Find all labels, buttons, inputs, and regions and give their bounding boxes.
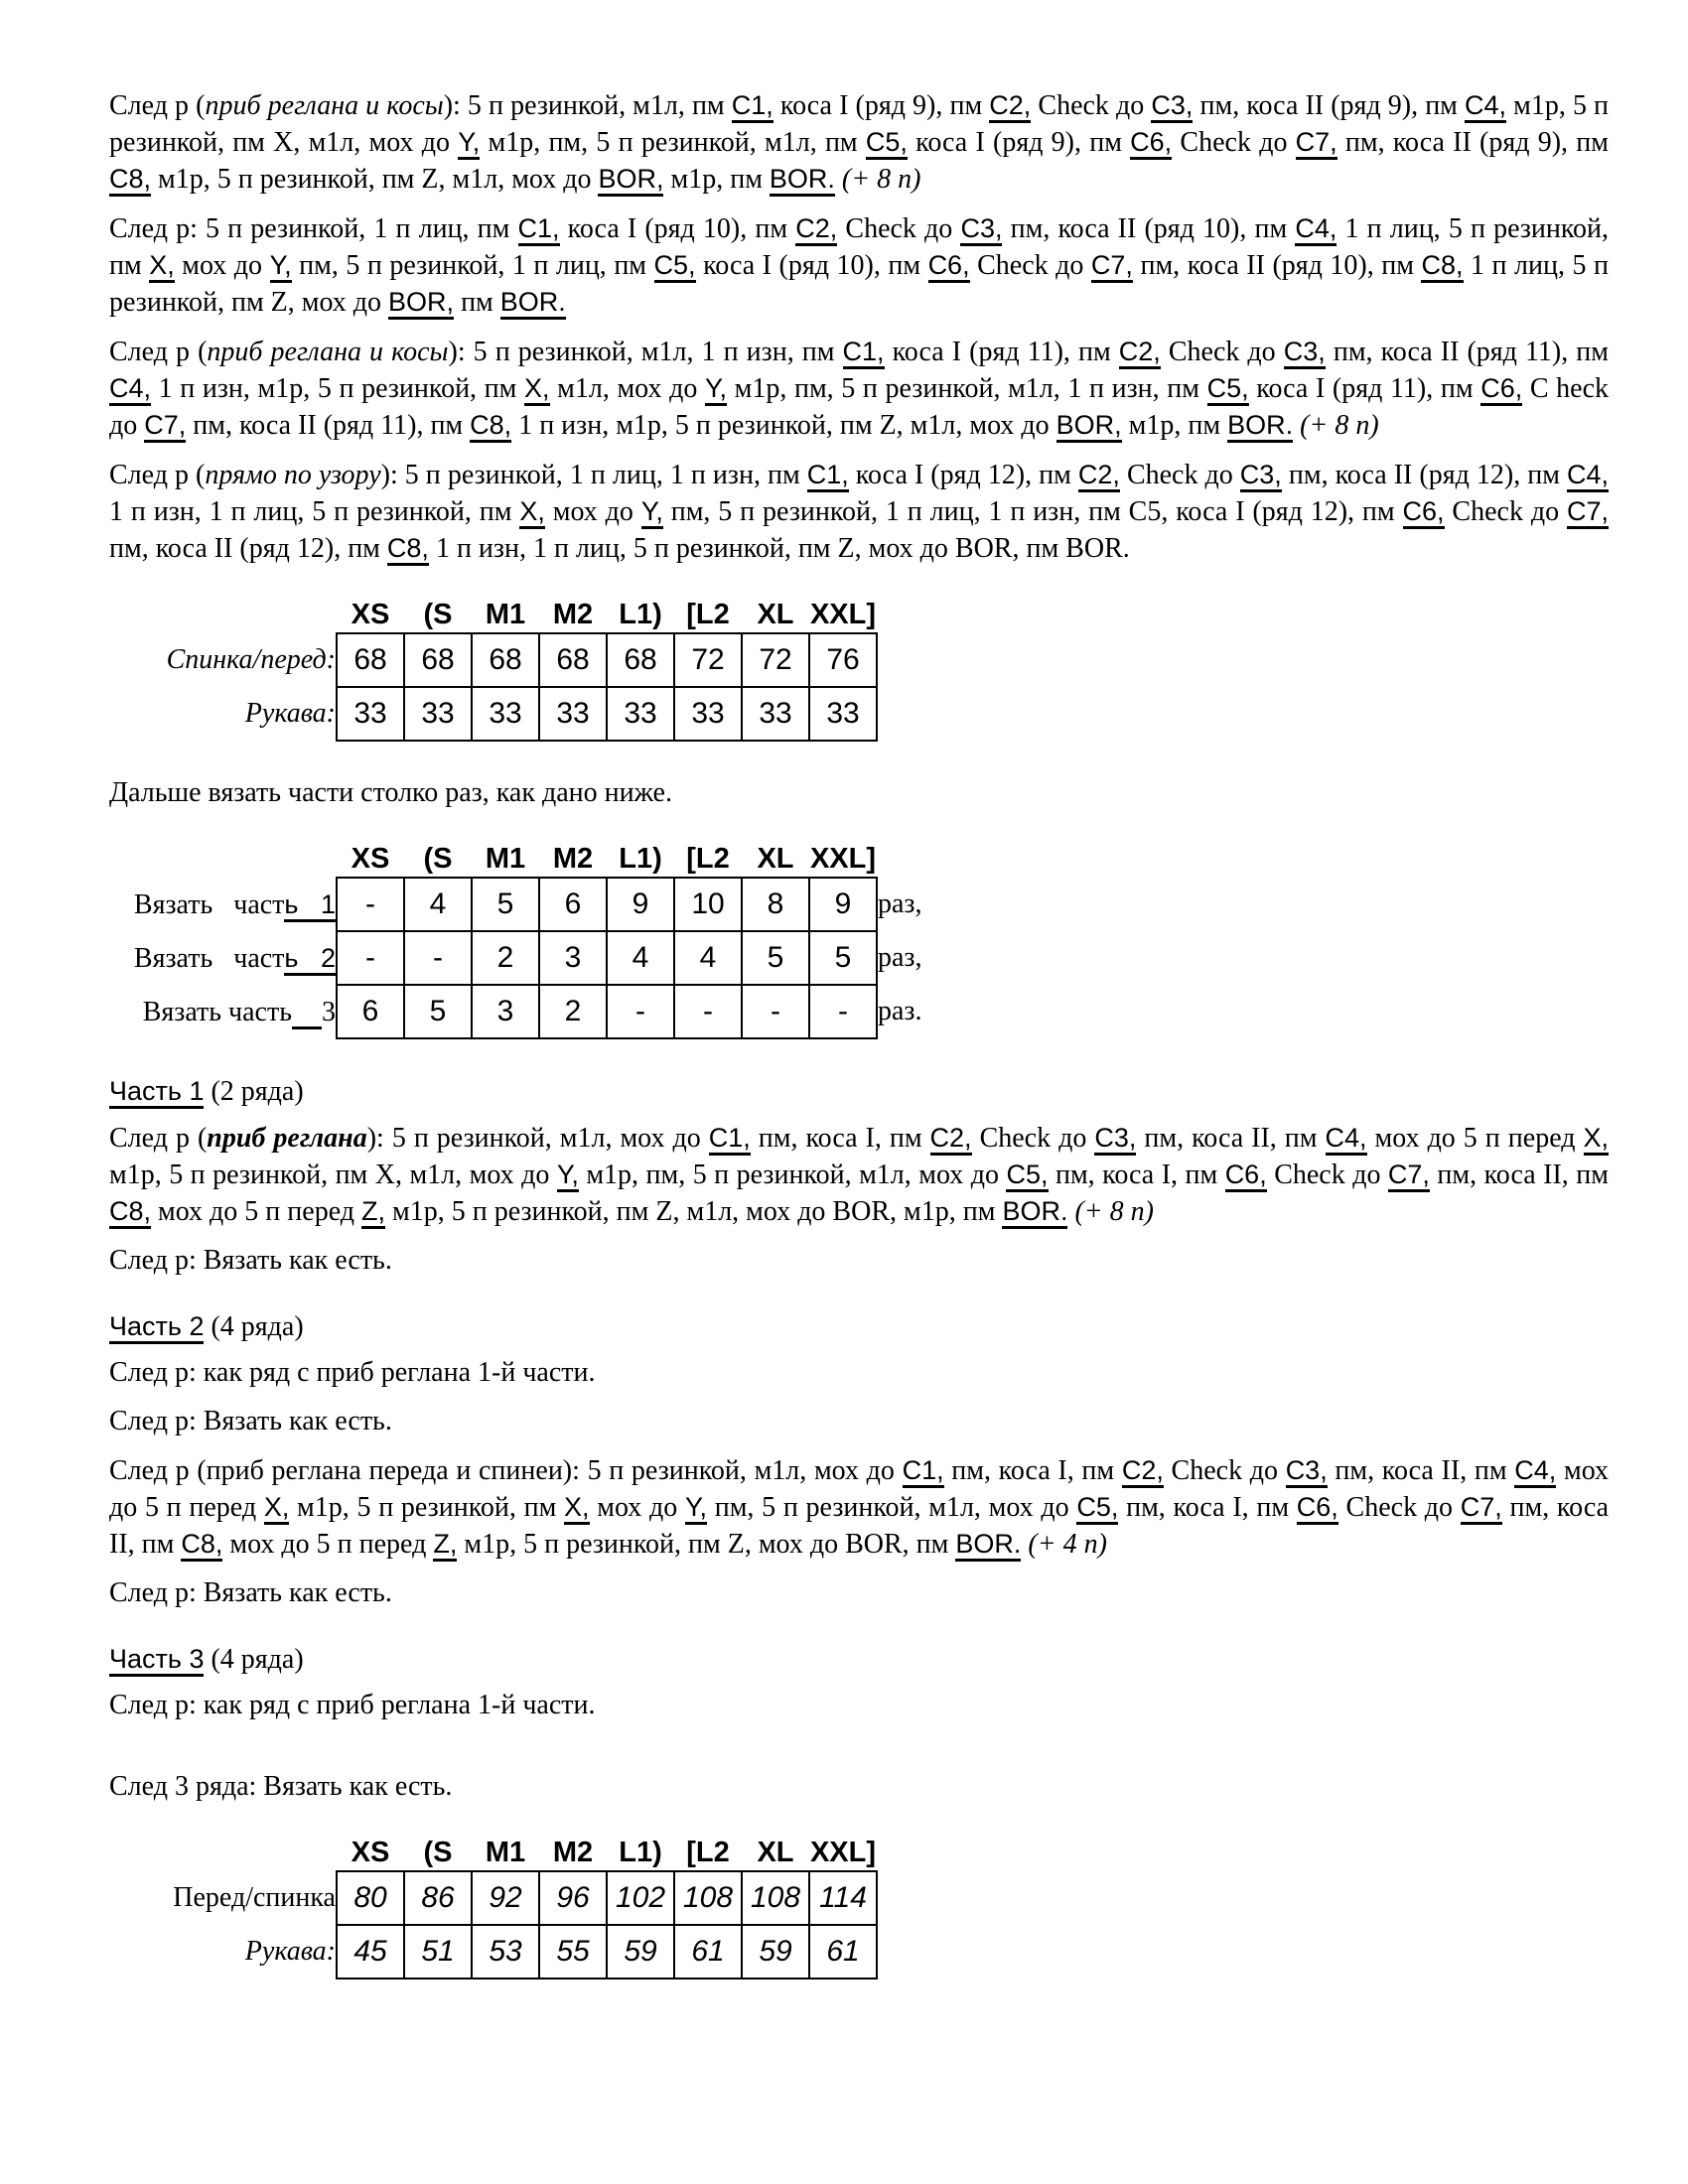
value-cell: 4 (674, 931, 742, 985)
value-cell: 5 (742, 931, 809, 985)
value-cell: 55 (539, 1925, 607, 1979)
size-header-cell: XXL] (809, 599, 877, 630)
value-cell: 10 (674, 878, 742, 931)
size-header-cell: L1) (619, 1837, 662, 1868)
value-cell: 6 (539, 878, 607, 931)
value-cell: 51 (404, 1925, 472, 1979)
size-table-3-grid (109, 1835, 878, 1979)
size-header-row (109, 1835, 877, 1871)
header-spacer (109, 841, 337, 878)
value-cell: 2 (472, 931, 539, 985)
value-cell: 102 (607, 1871, 674, 1925)
value-cell: 68 (472, 633, 539, 687)
size-header-cell: XS (351, 599, 390, 630)
section-part-1 (109, 1073, 1609, 1279)
size-header-cell: XL (757, 1837, 794, 1868)
value-cell: 33 (472, 687, 539, 741)
value-cell: 68 (607, 633, 674, 687)
value-cell: - (404, 931, 472, 985)
row-suffix: раз. (878, 996, 922, 1026)
size-header-cell: M1 (485, 843, 526, 875)
size-header-row (109, 841, 957, 878)
value-cell: 92 (472, 1871, 539, 1925)
value-cell: 9 (809, 878, 877, 931)
row-suffix: раз, (878, 942, 922, 973)
value-cell: 86 (404, 1871, 472, 1925)
value-cell: 5 (472, 878, 539, 931)
value-cell: 68 (404, 633, 472, 687)
part1-heading: Часть 1 (2 ряда) (109, 1076, 304, 1107)
intro-paragraphs (109, 87, 1609, 567)
size-header-cell: XS (351, 843, 390, 875)
value-cell: 33 (742, 687, 809, 741)
size-header-cell: M2 (552, 599, 594, 630)
size-header-cell: L1) (619, 843, 662, 875)
part2-line-after: След р: Вязать как есть. (109, 1577, 392, 1608)
value-cell: 5 (809, 931, 877, 985)
value-cell: 9 (607, 878, 674, 931)
value-cell: - (674, 985, 742, 1038)
size-header-cell: M1 (485, 599, 526, 630)
value-cell: 4 (404, 878, 472, 931)
row-label: Вязать часть 1 (133, 888, 336, 920)
between-note: Дальше вязать части столко раз, как дано ниже. (109, 777, 672, 808)
row-label: Вязать часть 2 (133, 942, 336, 974)
value-cell: 33 (404, 687, 472, 741)
size-header-cell: M2 (552, 843, 594, 875)
size-header-cell: XS (351, 1837, 390, 1868)
part2-line-2: След р: Вязать как есть. (109, 1406, 392, 1436)
row-label: Спинка/перед: (166, 644, 336, 675)
row-label: Рукава: (244, 698, 336, 729)
value-cell: 68 (539, 633, 607, 687)
value-cell: 3 (472, 985, 539, 1038)
value-cell: 8 (742, 878, 809, 931)
size-header-cell: M2 (552, 1837, 594, 1868)
size-header-cell: XL (757, 843, 794, 875)
value-cell: 33 (607, 687, 674, 741)
size-header-cell: (S (423, 1837, 453, 1868)
value-cell: - (809, 985, 877, 1038)
section-part-2 (109, 1308, 1609, 1611)
parts-count-table-grid (109, 841, 957, 1039)
part3-line-1: След р: как ряд с приб реглана 1-й части. (109, 1690, 596, 1720)
part3-heading: Часть 3 (4 ряда) (109, 1644, 304, 1675)
size-header-cell: XXL] (809, 1837, 877, 1868)
value-cell: 72 (674, 633, 742, 687)
value-cell: 5 (404, 985, 472, 1038)
table-row (109, 985, 957, 1038)
size-header-cell: (S (423, 843, 453, 875)
value-cell: 4 (607, 931, 674, 985)
row-label: Вязать часть 3 (142, 996, 336, 1027)
table-row (109, 931, 957, 985)
value-cell: 68 (337, 633, 404, 687)
size-header-cell: L1) (619, 599, 662, 630)
section-part-3 (109, 1641, 1609, 1723)
value-cell: - (337, 931, 404, 985)
value-cell: 33 (337, 687, 404, 741)
intro-paragraph: След р (приб реглана и косы): 5 п резинкой, м1л, 1 п изн, пм C1, коса I (ряд 11), пм C2, Check до C3, пм, коса II (ряд 11), пм C4, 1 п изн, м1р, 5 п резинкой, пм X, м1л, мох до Y, м1р, пм, 5 п резинкой, м1л, 1 п изн, пм C5, коса I (ряд 11), пм C6, C heck до C7, пм, коса II (ряд 11), пм C8, 1 п изн, м1р, 5 п резинкой, пм Z, м1л, мох до BOR, м1р, пм BOR. (+ 8 п) (109, 337, 1610, 441)
value-cell: 114 (809, 1871, 877, 1925)
intro-paragraph: След р (приб реглана и косы): 5 п резинкой, м1л, пм C1, коса I (ряд 9), пм C2, Check до C3, пм, коса II (ряд 9), пм C4, м1р, 5 п резинкой, пм X, м1л, мох до Y, м1р, пм, 5 п резинкой, м1л, пм C5, коса I (ряд 9), пм C6, Check до C7, пм, коса II (ряд 9), пм C8, м1р, 5 п резинкой, пм Z, м1л, мох до BOR, м1р, пм BOR. (+ 8 п) (109, 90, 1610, 195)
size-header-cell: XXL] (809, 843, 877, 875)
row-label: Перед/спинка (173, 1882, 336, 1913)
part2-line-1: След р: как ряд с приб реглана 1-й части. (109, 1357, 596, 1388)
size-table-1 (109, 597, 1609, 742)
part2-heading: Часть 2 (4 ряда) (109, 1311, 304, 1342)
value-cell: 53 (472, 1925, 539, 1979)
value-cell: 96 (539, 1871, 607, 1925)
row-suffix: раз, (878, 888, 922, 919)
value-cell: 33 (674, 687, 742, 741)
part1-line-after: След р: Вязать как есть. (109, 1245, 392, 1276)
row-label: Рукава: (244, 1936, 336, 1967)
value-cell: 108 (674, 1871, 742, 1925)
size-header-row (109, 597, 877, 633)
value-cell: 108 (742, 1871, 809, 1925)
intro-paragraph: След р (прямо по узору): 5 п резинкой, 1 п лиц, 1 п изн, пм C1, коса I (ряд 12), пм C2, Check до C3, пм, коса II (ряд 12), пм C4, 1 п изн, 1 п лиц, 5 п резинкой, пм X, мох до Y, пм, 5 п резинкой, 1 п лиц, 1 п изн, пм C5, коса I (ряд 12), пм C6, Check до C7, пм, коса II (ряд 12), пм C8, 1 п изн, 1 п лиц, 5 п резинкой, пм Z, мох до BOR, пм BOR. (109, 460, 1610, 564)
table-row (109, 633, 877, 687)
parts-count-table (109, 841, 1609, 1039)
size-header-cell: [L2 (686, 599, 730, 630)
part1-paragraph: След р (приб реглана): 5 п резинкой, м1л, мох до C1, пм, коса I, пм C2, Check до C3, пм, коса II, пм C4, мох до 5 п перед X, м1р, 5 п резинкой, пм X, м1л, мох до Y, м1р, пм, 5 п резинкой, м1л, мох до C5, пм, коса I, пм C6, Check до C7, пм, коса II, пм C8, мох до 5 п перед Z, м1р, 5 п резинкой, пм Z, м1л, мох до BOR, м1р, пм BOR. (+ 8 п) (109, 1123, 1610, 1227)
suffix-spacer (877, 841, 957, 878)
final-note: След 3 ряда: Вязать как есть. (109, 1771, 453, 1802)
value-cell: - (337, 878, 404, 931)
value-cell: 59 (607, 1925, 674, 1979)
table-row (109, 878, 957, 931)
value-cell: 33 (809, 687, 877, 741)
value-cell: 76 (809, 633, 877, 687)
value-cell: 2 (539, 985, 607, 1038)
size-header-cell: (S (423, 599, 453, 630)
value-cell: 33 (539, 687, 607, 741)
size-table-3 (109, 1835, 1609, 1979)
size-table-1-grid (109, 597, 878, 742)
size-header-cell: XL (757, 599, 794, 630)
part2-paragraph: След р (приб реглана переда и спинеи): 5 п резинкой, м1л, мох до C1, пм, коса I, пм C2, Check до C3, пм, коса II, пм C4, мох до 5 п перед X, м1р, 5 п резинкой, пм X, мох до Y, пм, 5 п резинкой, м1л, мох до C5, пм, коса I, пм C6, Check до C7, пм, коса II, пм C8, мох до 5 п перед Z, м1р, 5 п резинкой, пм Z, мох до BOR, пм BOR. (+ 4 п) (109, 1455, 1610, 1560)
header-spacer (109, 1835, 337, 1871)
value-cell: 61 (809, 1925, 877, 1979)
value-cell: - (742, 985, 809, 1038)
value-cell: 72 (742, 633, 809, 687)
value-cell: 6 (337, 985, 404, 1038)
value-cell: 3 (539, 931, 607, 985)
header-spacer (109, 597, 337, 633)
value-cell: 59 (742, 1925, 809, 1979)
intro-paragraph: След р: 5 п резинкой, 1 п лиц, пм C1, коса I (ряд 10), пм C2, Check до C3, пм, коса II (ряд 10), пм C4, 1 п лиц, 5 п резинкой, пм X, мох до Y, пм, 5 п резинкой, 1 п лиц, пм C5, коса I (ряд 10), пм C6, Check до C7, пм, коса II (ряд 10), пм C8, 1 п лиц, 5 п резинкой, пм Z, мох до BOR, пм BOR. (109, 213, 1610, 318)
size-header-cell: M1 (485, 1837, 526, 1868)
value-cell: 45 (337, 1925, 404, 1979)
value-cell: 80 (337, 1871, 404, 1925)
table-row (109, 1871, 877, 1925)
value-cell: - (607, 985, 674, 1038)
table-row (109, 687, 877, 741)
size-header-cell: [L2 (686, 1837, 730, 1868)
size-header-cell: [L2 (686, 843, 730, 875)
table-row (109, 1925, 877, 1979)
value-cell: 61 (674, 1925, 742, 1979)
